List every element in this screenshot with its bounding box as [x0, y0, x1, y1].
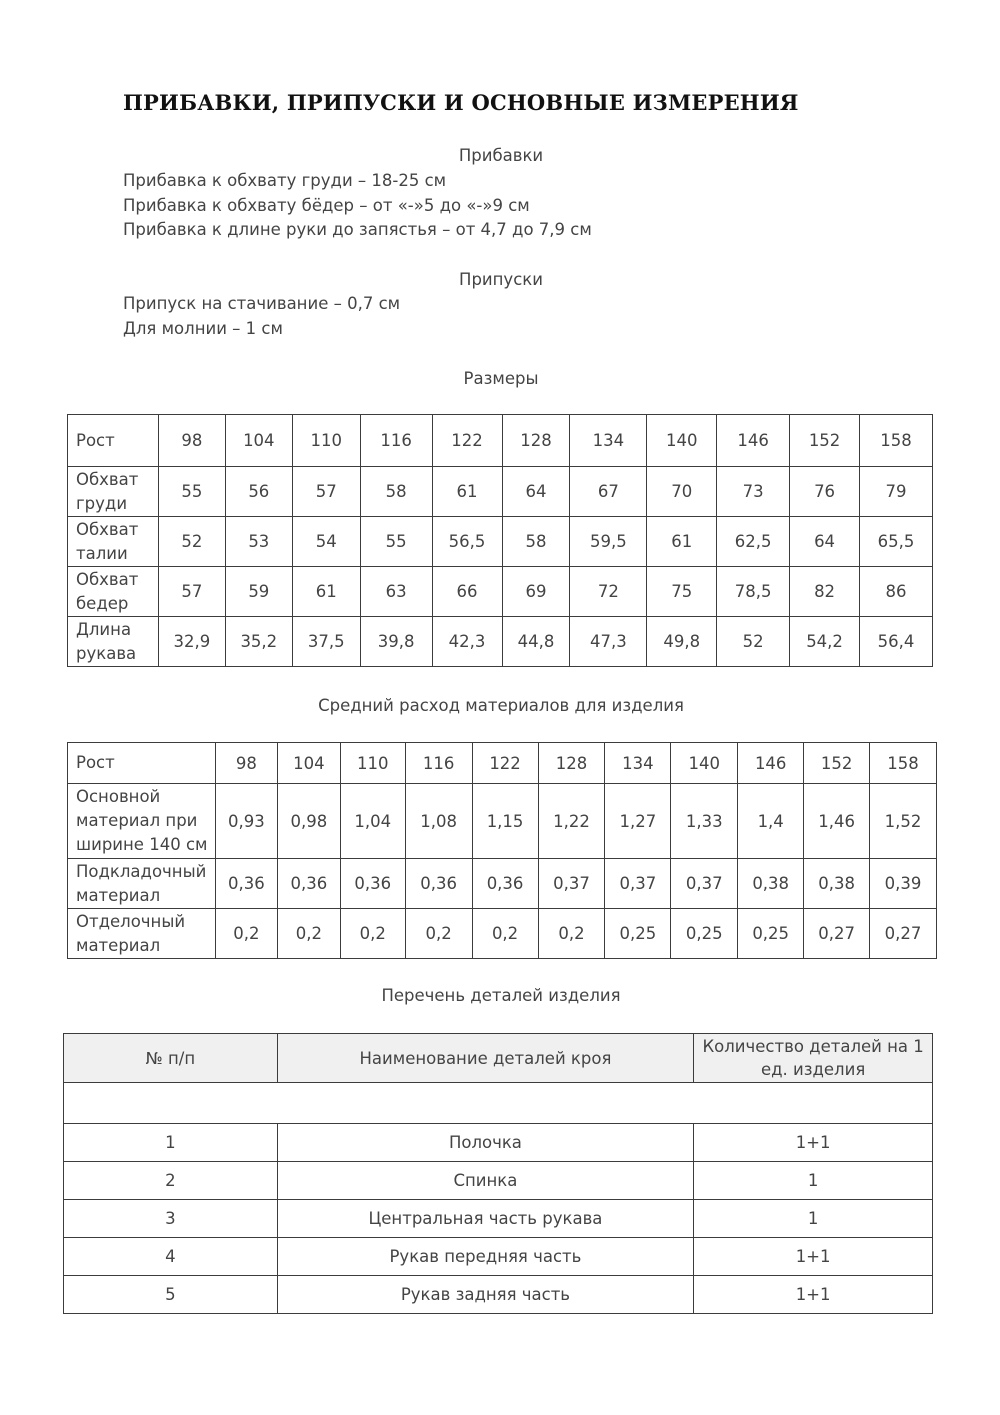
table-cell: 56,4	[860, 617, 933, 667]
table-cell: 0,36	[405, 859, 472, 909]
table-cell: 116	[405, 743, 472, 784]
table-cell: 54,2	[790, 617, 860, 667]
table-cell: 82	[790, 567, 860, 617]
table-cell: 146	[717, 415, 790, 467]
table-cell: 0,36	[215, 859, 277, 909]
table-cell: 0,2	[472, 909, 538, 959]
table-cell: 54	[292, 517, 360, 567]
table-row	[64, 1276, 933, 1314]
materials-heading: Средний расход материалов для изделия	[318, 696, 684, 715]
table-cell: 152	[790, 415, 860, 467]
table-cell: 56,5	[432, 517, 502, 567]
part-name-cell: Полочка	[277, 1124, 694, 1162]
table-cell: 1,27	[605, 784, 671, 859]
sleeve-length-row	[68, 617, 933, 667]
table-cell: 62,5	[717, 517, 790, 567]
table-cell: 0,2	[538, 909, 605, 959]
table-row	[64, 1124, 933, 1162]
table-cell: 79	[860, 467, 933, 517]
table-cell: 0,27	[870, 909, 937, 959]
table-cell: 128	[502, 415, 570, 467]
row-label: Отделочный материал	[68, 909, 216, 959]
row-label: Обхват талии	[68, 517, 159, 567]
table-cell: 1,08	[405, 784, 472, 859]
table-cell: 0,25	[671, 909, 738, 959]
main-material-row	[68, 784, 937, 859]
table-cell: 1,4	[738, 784, 804, 859]
table-cell: 0,27	[804, 909, 870, 959]
table-cell: 0,36	[472, 859, 538, 909]
table-cell: 98	[158, 415, 225, 467]
table-cell: 59,5	[570, 517, 647, 567]
table-cell: 134	[570, 415, 647, 467]
table-cell: 140	[671, 743, 738, 784]
table-cell: 73	[717, 467, 790, 517]
table-cell: 104	[225, 415, 292, 467]
table-cell: 49,8	[647, 617, 717, 667]
table-cell: 56	[225, 467, 292, 517]
table-cell: 70	[647, 467, 717, 517]
table-cell: 0,37	[671, 859, 738, 909]
table-row	[64, 1162, 933, 1200]
parts-column-header: Наименование деталей кроя	[277, 1034, 694, 1083]
table-cell: 134	[605, 743, 671, 784]
table-cell: 104	[277, 743, 340, 784]
allowance-line: Прибавка к обхвату груди – 18-25 см	[123, 171, 447, 190]
row-label: Обхват бедер	[68, 567, 159, 617]
part-name-cell: Спинка	[277, 1162, 694, 1200]
table-cell: 0,98	[277, 784, 340, 859]
table-cell: 0,38	[738, 859, 804, 909]
table-cell: 55	[360, 517, 432, 567]
table-cell: 0,25	[738, 909, 804, 959]
row-label: Рост	[68, 415, 159, 467]
table-cell: 128	[538, 743, 605, 784]
table-cell: 65,5	[860, 517, 933, 567]
table-cell: 69	[502, 567, 570, 617]
sizes-table	[67, 414, 933, 667]
part-qty-cell: 1+1	[694, 1238, 933, 1276]
table-row	[64, 1238, 933, 1276]
table-cell: 158	[870, 743, 937, 784]
seam-allowances-heading: Припуски	[459, 270, 543, 289]
height-row	[68, 415, 933, 467]
table-cell: 0,36	[277, 859, 340, 909]
page-title: ПРИБАВКИ, ПРИПУСКИ И ОСНОВНЫЕ ИЗМЕРЕНИЯ	[123, 90, 799, 115]
table-cell: 67	[570, 467, 647, 517]
table-cell: 61	[432, 467, 502, 517]
table-cell: 110	[340, 743, 405, 784]
table-cell: 66	[432, 567, 502, 617]
allowance-line: Прибавка к обхвату бёдер – от «-»5 до «-»9 см	[123, 196, 530, 215]
table-cell: 1,15	[472, 784, 538, 859]
table-cell: 59	[225, 567, 292, 617]
table-cell: 122	[432, 415, 502, 467]
empty-row	[64, 1083, 933, 1124]
part-name-cell: Рукав передняя часть	[277, 1238, 694, 1276]
table-cell: 35,2	[225, 617, 292, 667]
table-cell: 98	[215, 743, 277, 784]
table-cell: 37,5	[292, 617, 360, 667]
parts-column-header: № п/п	[64, 1034, 278, 1083]
part-qty-cell: 1	[694, 1162, 933, 1200]
height-row	[68, 743, 937, 784]
table-cell: 0,2	[277, 909, 340, 959]
part-name-cell: Центральная часть рукава	[277, 1200, 694, 1238]
materials-table	[67, 742, 937, 959]
part-num-cell: 5	[64, 1276, 278, 1314]
table-cell: 57	[292, 467, 360, 517]
row-label: Основной материал при ширине 140 см	[68, 784, 216, 859]
parts-column-header: Количество деталей на 1 ед. изделия	[694, 1034, 933, 1083]
table-cell: 63	[360, 567, 432, 617]
table-cell: 0,36	[340, 859, 405, 909]
table-cell: 61	[647, 517, 717, 567]
table-cell: 0,37	[538, 859, 605, 909]
part-num-cell: 3	[64, 1200, 278, 1238]
table-cell: 152	[804, 743, 870, 784]
table-cell: 78,5	[717, 567, 790, 617]
table-cell: 47,3	[570, 617, 647, 667]
table-row	[64, 1200, 933, 1238]
allowances-heading: Прибавки	[458, 146, 544, 165]
table-cell: 146	[738, 743, 804, 784]
table-cell: 110	[292, 415, 360, 467]
table-cell: 0,37	[605, 859, 671, 909]
row-label: Длина рукава	[68, 617, 159, 667]
table-cell: 39,8	[360, 617, 432, 667]
table-cell: 140	[647, 415, 717, 467]
table-cell: 55	[158, 467, 225, 517]
table-cell: 76	[790, 467, 860, 517]
part-qty-cell: 1+1	[694, 1276, 933, 1314]
table-cell: 64	[502, 467, 570, 517]
waist-row	[68, 517, 933, 567]
table-cell: 53	[225, 517, 292, 567]
table-cell: 32,9	[158, 617, 225, 667]
row-label: Рост	[68, 743, 216, 784]
table-cell: 72	[570, 567, 647, 617]
table-cell: 116	[360, 415, 432, 467]
hip-row	[68, 567, 933, 617]
table-cell: 0,38	[804, 859, 870, 909]
table-cell: 0,2	[340, 909, 405, 959]
table-cell: 1,52	[870, 784, 937, 859]
row-label: Обхват груди	[68, 467, 159, 517]
part-num-cell: 1	[64, 1124, 278, 1162]
table-cell: 57	[158, 567, 225, 617]
table-cell: 0,2	[215, 909, 277, 959]
seam-allowance-line: Припуск на стачивание – 0,7 см	[123, 294, 401, 313]
table-cell: 64	[790, 517, 860, 567]
parts-heading: Перечень деталей изделия	[381, 986, 621, 1005]
part-num-cell: 4	[64, 1238, 278, 1276]
table-cell: 0,25	[605, 909, 671, 959]
table-cell: 52	[158, 517, 225, 567]
allowance-line: Прибавка к длине руки до запястья – от 4,7 до 7,9 см	[123, 220, 592, 239]
part-name-cell: Рукав задняя часть	[277, 1276, 694, 1314]
table-cell: 42,3	[432, 617, 502, 667]
part-num-cell: 2	[64, 1162, 278, 1200]
table-cell: 1,33	[671, 784, 738, 859]
table-cell: 1,04	[340, 784, 405, 859]
chest-row	[68, 467, 933, 517]
table-cell: 122	[472, 743, 538, 784]
table-cell: 1,22	[538, 784, 605, 859]
table-cell: 61	[292, 567, 360, 617]
seam-allowance-line: Для молнии – 1 см	[123, 319, 283, 338]
table-cell: 58	[502, 517, 570, 567]
table-cell: 0,2	[405, 909, 472, 959]
part-qty-cell: 1	[694, 1200, 933, 1238]
table-cell: 0,39	[870, 859, 937, 909]
table-cell: 86	[860, 567, 933, 617]
table-cell: 52	[717, 617, 790, 667]
part-qty-cell: 1+1	[694, 1124, 933, 1162]
lining-material-row	[68, 859, 937, 909]
table-cell: 158	[860, 415, 933, 467]
table-cell: 0,93	[215, 784, 277, 859]
row-label: Подкладочный материал	[68, 859, 216, 909]
table-cell: 75	[647, 567, 717, 617]
sizes-heading: Размеры	[463, 369, 539, 388]
table-cell: 44,8	[502, 617, 570, 667]
parts-table	[63, 1033, 933, 1314]
table-cell: 58	[360, 467, 432, 517]
trim-material-row	[68, 909, 937, 959]
table-cell: 1,46	[804, 784, 870, 859]
